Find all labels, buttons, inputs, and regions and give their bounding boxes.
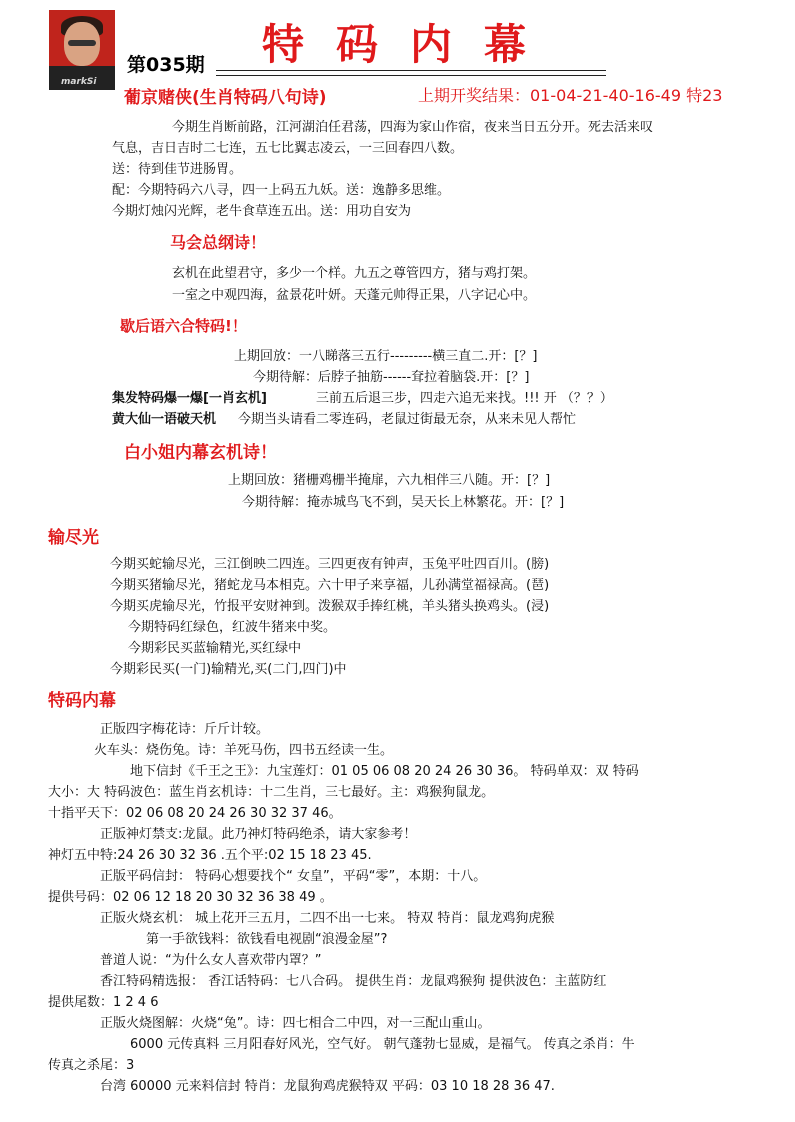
s1-line: 今期生肖断前路，江河湖泊任君荡，四海为家山作宿，夜来当日五分开。死去活来叹	[172, 120, 654, 135]
subtitle-left: 葡京赌侠(生肖特码八句诗)	[124, 88, 327, 108]
s6-line: 普道人说：“为什么女人喜欢带内罩？”	[100, 953, 322, 968]
s5-line: 今期彩民买蓝输精光,买红绿中	[128, 641, 302, 656]
s4-line: 上期回放：猪栅鸡栅半掩扉，六九相伴三八随。开：[？]	[228, 473, 551, 488]
s2-line: 玄机在此望君守，多少一个样。九五之尊管四方，猪与鸡打架。	[172, 266, 537, 281]
s6-line: 火车头：烧伤兔。诗：羊死马伤，四书五经读一生。	[94, 743, 394, 758]
title-underline	[216, 70, 606, 71]
s5-line: 今期买猪输尽光，猪蛇龙马本相克。六十甲子来享福，儿孙满堂福禄高。(琶)	[110, 578, 550, 593]
s6-line: 传真之杀尾：3	[48, 1058, 135, 1073]
s3-line: 今期待解：后脖子抽筋------耷拉着脑袋.开：[？]	[253, 370, 530, 385]
s6-line: 香江特码精选报： 香江话特码：七八合码。 提供生肖：龙鼠鸡猴狗 提供波色：主蓝防红	[100, 974, 607, 989]
s4-line: 今期待解：掩赤城鸟飞不到，吴天长上林繁花。开：[？]	[242, 495, 565, 510]
s6-line: 6000 元传真料 三月阳春好风光，空气好。 朝气蓬勃七显威，是福气。 传真之杀肖：牛	[130, 1037, 635, 1052]
s6-line: 神灯五中特:24 26 30 32 36 .五个平:02 15 18 23 45.	[48, 848, 372, 863]
s6-line: 十指平天下：02 06 08 20 24 26 30 32 37 46。	[48, 806, 342, 821]
s6-line: 地下信封《千王之王》：九宝莲灯：01 05 06 08 20 24 26 30 36。 特码单双：双 特码	[130, 764, 639, 779]
s3-label: 黄大仙一语破天机	[112, 412, 217, 427]
s1-line: 送：待到佳节进肠胃。	[112, 162, 243, 177]
s5-line: 今期买蛇输尽光，三江倒映二四连。三四更夜有钟声，玉兔平吐四百川。(膀)	[110, 557, 550, 572]
s5-line: 今期买虎输尽光，竹报平安财神到。泼猴双手捧红桃，羊头猪头换鸡头。(浸)	[110, 599, 550, 614]
issue-number: 第035期	[127, 54, 205, 76]
s6-line: 正版神灯禁支:龙鼠。此乃神灯特码绝杀，请大家参考！	[100, 827, 417, 842]
s6-line: 大小：大 特码波色：蓝生肖玄机诗：十二生肖，三七最好。主：鸡猴狗鼠龙。	[48, 785, 495, 800]
section-heading-shujinguang: 输尽光	[48, 528, 99, 548]
s1-line: 今期灯烛闪光辉，老牛食草连五出。送：用功自安为	[112, 204, 412, 219]
title-underline-2	[216, 75, 606, 76]
header-photo	[49, 10, 115, 90]
s6-line: 正版平码信封： 特码心想要找个“ 女皇”，平码“零”，本期：十八。	[100, 869, 487, 884]
s5-line: 今期特码红绿色，红波牛猪来中奖。	[128, 620, 337, 635]
s3-label: 集发特码爆一爆[一肖玄机]	[112, 391, 267, 406]
photo-watermark: markSi	[61, 77, 97, 87]
s5-line: 今期彩民买(一门)输精光,买(二门,四门)中	[110, 662, 347, 677]
last-draw-result: 上期开奖结果：01-04-21-40-16-49 特23	[418, 86, 723, 105]
s3-line: 上期回放：一八睇落三五行---------横三直二.开：[？]	[234, 349, 538, 364]
s6-line: 正版火烧玄机： 城上花开三五月，二四不出一七来。 特双 特肖：鼠龙鸡狗虎猴	[100, 911, 555, 926]
s1-line: 气息，吉日吉时二七连，五七比翼志凌云，一三回春四八数。	[112, 141, 464, 156]
s2-line: 一室之中观四海，盆景花叶妍。天蓬元帅得正果，八字记心中。	[172, 288, 537, 303]
s6-line: 提供尾数：1 2 4 6	[48, 995, 159, 1010]
s6-line: 台湾 60000 元来料信封 特肖：龙鼠狗鸡虎猴特双 平码：03 10 18 28 36 47.	[100, 1079, 555, 1094]
s3-line: 今期当头请看二零连码，老鼠过街最无奈，从来未见人帮忙	[238, 412, 577, 427]
s6-line: 第一手欲钱料：欲钱看电视剧“浪漫金屋”?	[146, 932, 388, 947]
s1-line: 配：今期特码六八寻，四一上码五九妖。送：逸静多思维。	[112, 183, 451, 198]
s6-line: 正版火烧图解：火烧“兔”。诗：四七相合二中四，对一三配山重山。	[100, 1016, 491, 1031]
section-heading-xiehouyu: 歇后语六合特码!！	[120, 317, 247, 335]
page-title: 特码内幕	[262, 20, 559, 69]
section-heading-mahui: 马会总纲诗！	[170, 233, 267, 252]
s6-line: 提供号码：02 06 12 18 20 30 32 36 38 49 。	[48, 890, 333, 905]
s3-line: 三前五后退三步，四走六追无来找。!!! 开 （？？）	[316, 391, 613, 406]
section-heading-baixiaojie: 白小姐内幕玄机诗！	[124, 443, 277, 463]
s6-line: 正版四字梅花诗：斤斤计较。	[100, 722, 270, 737]
section-heading-temaneimu: 特码内幕	[48, 691, 116, 711]
